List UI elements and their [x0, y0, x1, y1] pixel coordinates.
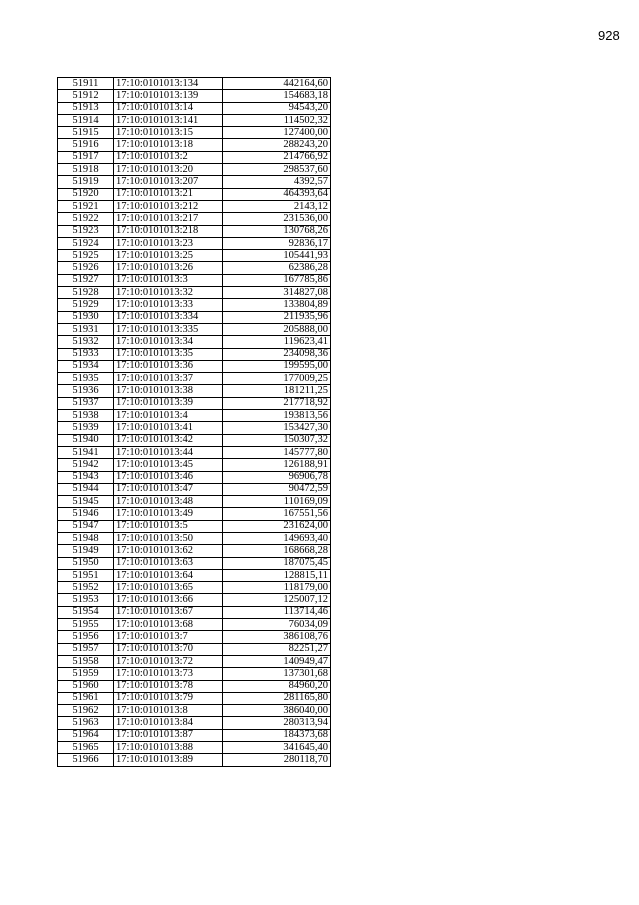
row-number-cell: 51940	[58, 434, 114, 446]
row-number-cell: 51920	[58, 188, 114, 200]
row-number-cell: 51929	[58, 299, 114, 311]
cadastral-value-cell: 386108,76	[223, 631, 331, 643]
cadastral-number-cell: 17:10:0101013:5	[114, 520, 223, 532]
cadastral-number-cell: 17:10:0101013:39	[114, 397, 223, 409]
row-number-cell: 51923	[58, 225, 114, 237]
cadastral-number-cell: 17:10:0101013:212	[114, 200, 223, 212]
cadastral-number-cell: 17:10:0101013:84	[114, 717, 223, 729]
row-number-cell: 51917	[58, 151, 114, 163]
cadastral-value-cell: 386040,00	[223, 705, 331, 717]
cadastral-value-cell: 105441,93	[223, 250, 331, 262]
cadastral-number-cell: 17:10:0101013:62	[114, 545, 223, 557]
table-row	[58, 114, 331, 126]
row-number-cell: 51948	[58, 532, 114, 544]
table-row	[58, 213, 331, 225]
row-number-cell: 51947	[58, 520, 114, 532]
table-row	[58, 78, 331, 90]
table-row	[58, 471, 331, 483]
cadastral-value-cell: 288243,20	[223, 139, 331, 151]
table-row	[58, 520, 331, 532]
row-number-cell: 51921	[58, 200, 114, 212]
cadastral-value-cell: 205888,00	[223, 323, 331, 335]
cadastral-value-cell: 217718,92	[223, 397, 331, 409]
row-number-cell: 51958	[58, 655, 114, 667]
table-row	[58, 459, 331, 471]
cadastral-number-cell: 17:10:0101013:44	[114, 446, 223, 458]
cadastral-value-cell: 82251,27	[223, 643, 331, 655]
row-number-cell: 51916	[58, 139, 114, 151]
table-row	[58, 237, 331, 249]
row-number-cell: 51960	[58, 680, 114, 692]
row-number-cell: 51943	[58, 471, 114, 483]
table-row	[58, 643, 331, 655]
cadastral-number-cell: 17:10:0101013:21	[114, 188, 223, 200]
table-row	[58, 410, 331, 422]
table-row	[58, 545, 331, 557]
cadastral-number-cell: 17:10:0101013:89	[114, 754, 223, 766]
cadastral-value-cell: 76034,09	[223, 619, 331, 631]
table-row	[58, 434, 331, 446]
cadastral-value-cell: 193813,56	[223, 410, 331, 422]
cadastral-number-cell: 17:10:0101013:25	[114, 250, 223, 262]
row-number-cell: 51937	[58, 397, 114, 409]
cadastral-value-cell: 128815,11	[223, 569, 331, 581]
cadastral-value-cell: 4392,57	[223, 176, 331, 188]
cadastral-number-cell: 17:10:0101013:36	[114, 360, 223, 372]
cadastral-number-cell: 17:10:0101013:66	[114, 594, 223, 606]
row-number-cell: 51944	[58, 483, 114, 495]
row-number-cell: 51918	[58, 164, 114, 176]
table-row	[58, 127, 331, 139]
table-row	[58, 582, 331, 594]
row-number-cell: 51927	[58, 274, 114, 286]
table-row	[58, 274, 331, 286]
table-row	[58, 262, 331, 274]
cadastral-value-cell: 442164,60	[223, 78, 331, 90]
cadastral-number-cell: 17:10:0101013:41	[114, 422, 223, 434]
cadastral-number-cell: 17:10:0101013:45	[114, 459, 223, 471]
row-number-cell: 51912	[58, 90, 114, 102]
cadastral-value-cell: 90472,59	[223, 483, 331, 495]
table-row	[58, 151, 331, 163]
row-number-cell: 51959	[58, 668, 114, 680]
row-number-cell: 51924	[58, 237, 114, 249]
row-number-cell: 51931	[58, 323, 114, 335]
table-row	[58, 680, 331, 692]
cadastral-value-cell: 133804,89	[223, 299, 331, 311]
row-number-cell: 51955	[58, 619, 114, 631]
cadastral-number-cell: 17:10:0101013:3	[114, 274, 223, 286]
cadastral-number-cell: 17:10:0101013:46	[114, 471, 223, 483]
cadastral-value-cell: 341645,40	[223, 742, 331, 754]
table-row	[58, 90, 331, 102]
cadastral-value-cell: 167785,86	[223, 274, 331, 286]
row-number-cell: 51930	[58, 311, 114, 323]
cadastral-number-cell: 17:10:0101013:79	[114, 692, 223, 704]
cadastral-value-cell: 84960,20	[223, 680, 331, 692]
row-number-cell: 51942	[58, 459, 114, 471]
cadastral-number-cell: 17:10:0101013:334	[114, 311, 223, 323]
cadastral-value-cell: 2143,12	[223, 200, 331, 212]
table-row	[58, 323, 331, 335]
cadastral-number-cell: 17:10:0101013:15	[114, 127, 223, 139]
cadastral-number-cell: 17:10:0101013:23	[114, 237, 223, 249]
cadastral-value-cell: 149693,40	[223, 532, 331, 544]
cadastral-number-cell: 17:10:0101013:2	[114, 151, 223, 163]
page-number: 928	[598, 28, 620, 43]
cadastral-number-cell: 17:10:0101013:20	[114, 164, 223, 176]
cadastral-value-cell: 168668,28	[223, 545, 331, 557]
row-number-cell: 51911	[58, 78, 114, 90]
cadastral-value-cell: 199595,00	[223, 360, 331, 372]
cadastral-value-cell: 187075,45	[223, 557, 331, 569]
row-number-cell: 51961	[58, 692, 114, 704]
table-row	[58, 557, 331, 569]
row-number-cell: 51939	[58, 422, 114, 434]
row-number-cell: 51932	[58, 336, 114, 348]
row-number-cell: 51925	[58, 250, 114, 262]
table-row	[58, 200, 331, 212]
table-row	[58, 446, 331, 458]
cadastral-value-cell: 118179,00	[223, 582, 331, 594]
cadastral-number-cell: 17:10:0101013:139	[114, 90, 223, 102]
row-number-cell: 51965	[58, 742, 114, 754]
cadastral-value-cell: 113714,46	[223, 606, 331, 618]
table-row	[58, 385, 331, 397]
table-row	[58, 287, 331, 299]
cadastral-value-cell: 231536,00	[223, 213, 331, 225]
cadastral-number-cell: 17:10:0101013:42	[114, 434, 223, 446]
cadastral-value-cell: 126188,91	[223, 459, 331, 471]
table-row	[58, 631, 331, 643]
table-row	[58, 717, 331, 729]
cadastral-number-cell: 17:10:0101013:34	[114, 336, 223, 348]
cadastral-value-cell: 94543,20	[223, 102, 331, 114]
cadastral-value-table	[57, 77, 331, 767]
table-row	[58, 422, 331, 434]
row-number-cell: 51926	[58, 262, 114, 274]
table-row	[58, 164, 331, 176]
table-row	[58, 742, 331, 754]
row-number-cell: 51946	[58, 508, 114, 520]
cadastral-value-cell: 92836,17	[223, 237, 331, 249]
cadastral-number-cell: 17:10:0101013:64	[114, 569, 223, 581]
cadastral-number-cell: 17:10:0101013:48	[114, 496, 223, 508]
row-number-cell: 51953	[58, 594, 114, 606]
cadastral-number-cell: 17:10:0101013:70	[114, 643, 223, 655]
table-row	[58, 250, 331, 262]
cadastral-value-cell: 464393,64	[223, 188, 331, 200]
table-row	[58, 705, 331, 717]
cadastral-number-cell: 17:10:0101013:72	[114, 655, 223, 667]
table-row	[58, 299, 331, 311]
cadastral-value-cell: 130768,26	[223, 225, 331, 237]
table-row	[58, 225, 331, 237]
row-number-cell: 51922	[58, 213, 114, 225]
table-row	[58, 569, 331, 581]
cadastral-value-cell: 140949,47	[223, 655, 331, 667]
row-number-cell: 51964	[58, 729, 114, 741]
row-number-cell: 51935	[58, 373, 114, 385]
row-number-cell: 51933	[58, 348, 114, 360]
row-number-cell: 51941	[58, 446, 114, 458]
cadastral-value-cell: 153427,30	[223, 422, 331, 434]
cadastral-number-cell: 17:10:0101013:14	[114, 102, 223, 114]
cadastral-number-cell: 17:10:0101013:335	[114, 323, 223, 335]
cadastral-number-cell: 17:10:0101013:87	[114, 729, 223, 741]
cadastral-number-cell: 17:10:0101013:18	[114, 139, 223, 151]
table-row	[58, 348, 331, 360]
cadastral-value-cell: 280313,94	[223, 717, 331, 729]
cadastral-number-cell: 17:10:0101013:207	[114, 176, 223, 188]
row-number-cell: 51919	[58, 176, 114, 188]
table-row	[58, 360, 331, 372]
table-row	[58, 692, 331, 704]
cadastral-number-cell: 17:10:0101013:65	[114, 582, 223, 594]
cadastral-number-cell: 17:10:0101013:67	[114, 606, 223, 618]
cadastral-number-cell: 17:10:0101013:50	[114, 532, 223, 544]
cadastral-number-cell: 17:10:0101013:7	[114, 631, 223, 643]
cadastral-value-cell: 280118,70	[223, 754, 331, 766]
table-row	[58, 754, 331, 766]
cadastral-value-cell: 145777,80	[223, 446, 331, 458]
cadastral-value-cell: 234098,36	[223, 348, 331, 360]
cadastral-number-cell: 17:10:0101013:217	[114, 213, 223, 225]
table-row	[58, 139, 331, 151]
row-number-cell: 51963	[58, 717, 114, 729]
row-number-cell: 51966	[58, 754, 114, 766]
table-row	[58, 188, 331, 200]
cadastral-value-cell: 211935,96	[223, 311, 331, 323]
cadastral-value-cell: 125007,12	[223, 594, 331, 606]
row-number-cell: 51936	[58, 385, 114, 397]
cadastral-number-cell: 17:10:0101013:37	[114, 373, 223, 385]
table-row	[58, 176, 331, 188]
table-row	[58, 606, 331, 618]
cadastral-value-cell: 114502,32	[223, 114, 331, 126]
cadastral-number-cell: 17:10:0101013:49	[114, 508, 223, 520]
row-number-cell: 51951	[58, 569, 114, 581]
cadastral-number-cell: 17:10:0101013:35	[114, 348, 223, 360]
cadastral-number-cell: 17:10:0101013:38	[114, 385, 223, 397]
row-number-cell: 51915	[58, 127, 114, 139]
cadastral-number-cell: 17:10:0101013:73	[114, 668, 223, 680]
cadastral-value-cell: 298537,60	[223, 164, 331, 176]
cadastral-value-cell: 184373,68	[223, 729, 331, 741]
cadastral-value-cell: 119623,41	[223, 336, 331, 348]
table-row	[58, 655, 331, 667]
table-row	[58, 532, 331, 544]
cadastral-value-cell: 167551,56	[223, 508, 331, 520]
row-number-cell: 51945	[58, 496, 114, 508]
cadastral-value-cell: 154683,18	[223, 90, 331, 102]
table-row	[58, 336, 331, 348]
cadastral-number-cell: 17:10:0101013:32	[114, 287, 223, 299]
row-number-cell: 51952	[58, 582, 114, 594]
cadastral-number-cell: 17:10:0101013:78	[114, 680, 223, 692]
table-row	[58, 508, 331, 520]
row-number-cell: 51949	[58, 545, 114, 557]
cadastral-number-cell: 17:10:0101013:63	[114, 557, 223, 569]
cadastral-number-cell: 17:10:0101013:88	[114, 742, 223, 754]
cadastral-number-cell: 17:10:0101013:33	[114, 299, 223, 311]
cadastral-number-cell: 17:10:0101013:68	[114, 619, 223, 631]
cadastral-value-cell: 62386,28	[223, 262, 331, 274]
row-number-cell: 51962	[58, 705, 114, 717]
cadastral-number-cell: 17:10:0101013:26	[114, 262, 223, 274]
table-row	[58, 311, 331, 323]
cadastral-value-cell: 181211,25	[223, 385, 331, 397]
table-row	[58, 373, 331, 385]
cadastral-number-cell: 17:10:0101013:8	[114, 705, 223, 717]
cadastral-number-cell: 17:10:0101013:47	[114, 483, 223, 495]
cadastral-value-cell: 231624,00	[223, 520, 331, 532]
row-number-cell: 51957	[58, 643, 114, 655]
cadastral-value-cell: 214766,92	[223, 151, 331, 163]
row-number-cell: 51928	[58, 287, 114, 299]
row-number-cell: 51956	[58, 631, 114, 643]
cadastral-value-cell: 137301,68	[223, 668, 331, 680]
cadastral-value-cell: 110169,09	[223, 496, 331, 508]
row-number-cell: 51938	[58, 410, 114, 422]
row-number-cell: 51914	[58, 114, 114, 126]
row-number-cell: 51913	[58, 102, 114, 114]
table-row	[58, 594, 331, 606]
table-row	[58, 102, 331, 114]
table-row	[58, 397, 331, 409]
row-number-cell: 51934	[58, 360, 114, 372]
cadastral-number-cell: 17:10:0101013:141	[114, 114, 223, 126]
table-row	[58, 496, 331, 508]
cadastral-value-cell: 127400,00	[223, 127, 331, 139]
cadastral-number-cell: 17:10:0101013:4	[114, 410, 223, 422]
table-row	[58, 483, 331, 495]
cadastral-number-cell: 17:10:0101013:134	[114, 78, 223, 90]
cadastral-value-cell: 96906,78	[223, 471, 331, 483]
cadastral-value-cell: 281165,80	[223, 692, 331, 704]
table-body	[58, 78, 331, 767]
cadastral-number-cell: 17:10:0101013:218	[114, 225, 223, 237]
table-row	[58, 619, 331, 631]
cadastral-value-cell: 150307,32	[223, 434, 331, 446]
table-row	[58, 729, 331, 741]
cadastral-value-cell: 177009,25	[223, 373, 331, 385]
table-row	[58, 668, 331, 680]
row-number-cell: 51950	[58, 557, 114, 569]
row-number-cell: 51954	[58, 606, 114, 618]
cadastral-value-cell: 314827,08	[223, 287, 331, 299]
